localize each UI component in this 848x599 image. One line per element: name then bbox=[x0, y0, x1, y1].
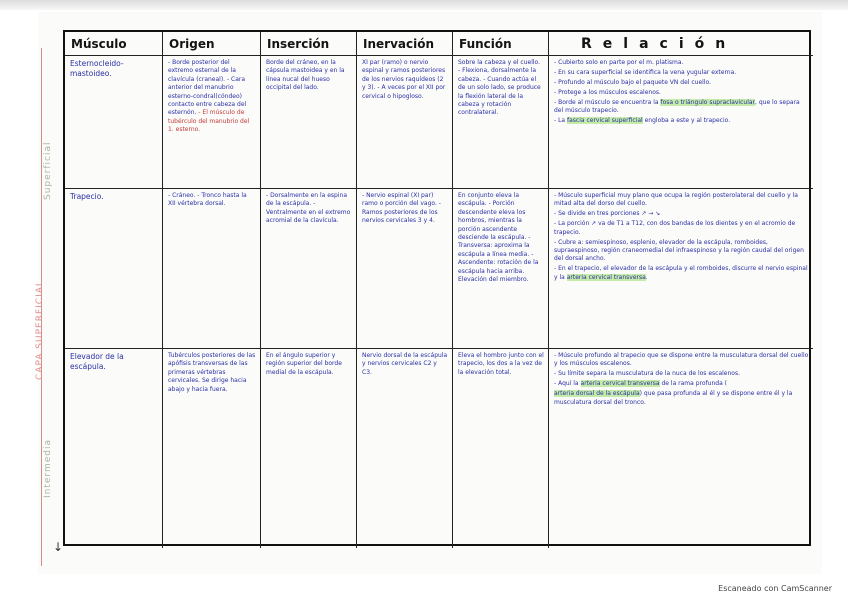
relacion-text: - En el trapecio, el elevador de la escápula y el romboides, discurre el nervio espinal y la bbox=[554, 265, 808, 281]
row1-muscle: Esternocleido-mastoideo. bbox=[65, 56, 163, 189]
relacion-highlight: arteria cervical transversa bbox=[580, 380, 660, 388]
relacion-line bbox=[554, 239, 809, 264]
relacion-text-after: ) que pasa profunda al él y se dispone entre él y la musculatura dorsal del tronco. bbox=[554, 390, 793, 406]
row1-origen-note: - El músculo de tubérculo del manubrio del 1. esterno. bbox=[168, 109, 250, 134]
relacion-line bbox=[554, 220, 809, 237]
row2-insercion: - Dorsalmente en la espina de la escápula. - Ventralmente en el extremo acromial de la clavícula. bbox=[261, 189, 357, 349]
relacion-text-after: . bbox=[645, 273, 648, 281]
relacion-text: - Cubierto solo en parte por el m. platisma. bbox=[554, 59, 684, 66]
header-relacion: Relación bbox=[549, 32, 813, 56]
muscle-table bbox=[63, 30, 811, 546]
relacion-highlight: arteria cervical transversa bbox=[566, 273, 646, 281]
relacion-text: - La bbox=[554, 116, 567, 124]
relacion-line bbox=[554, 99, 809, 116]
relacion-line bbox=[554, 79, 809, 87]
row3-funcion: Eleva el hombro junto con el trapecio, los dos a la vez de la elevación total. bbox=[453, 349, 549, 548]
row1-funcion: Sobre la cabeza y el cuello. - Flexiona, dorsalmente la cabeza. - Cuando actúa el de un solo lado, se produce la flexión lateral de la cabeza y rotación contralateral. bbox=[453, 56, 549, 189]
row3-origen: Tubérculos posteriores de las apófisis transversas de las primeras vértebras cervicales. Se dirige hacia abajo y hacia fuera. bbox=[163, 349, 261, 548]
relacion-highlight: fascia cervical superficial bbox=[567, 116, 643, 124]
relacion-line bbox=[554, 265, 809, 282]
header-inervacion: Inervación bbox=[357, 32, 453, 56]
row3-inervacion: Nervio dorsal de la escápula y nervios cervicales C2 y C3. bbox=[357, 349, 453, 548]
relacion-text: - Borde al músculo se encuentra la bbox=[554, 98, 661, 106]
relacion-text: - Cubre a: semiespinoso, esplenio, elevador de la escápula, romboides, supraespinoso, región craneomedial del infraespinoso y la región caudal del origen del dorsal ancho. bbox=[554, 238, 804, 263]
row1-insercion: Borde del cráneo, en la cápsula mastoidea y en la línea nucal del hueso occipital del lado. bbox=[261, 56, 357, 189]
relacion-text: - Protege a los músculos escalenos. bbox=[554, 88, 661, 96]
row2-relacion bbox=[549, 189, 813, 349]
relacion-text-after: de la rama profunda ( bbox=[659, 380, 727, 388]
relacion-text: - Profundo al músculo bajo el paquete VN del cuello. bbox=[554, 78, 711, 86]
side-label-intermedia: Intermedia bbox=[43, 439, 53, 498]
row2-inervacion: - Nervio espinal (XI par) ramo o porción del vago. - Ramos posteriores de los nervios cervicales 3 y 4. bbox=[357, 189, 453, 349]
relacion-text: - Se divide en tres porciones ↗ → ↘ bbox=[554, 210, 661, 218]
relacion-line bbox=[554, 352, 809, 369]
relacion-line bbox=[554, 390, 809, 407]
relacion-text: - La porción ↗ va de T1 a T12, con dos bandas de los dientes y en el acromio de trapecio. bbox=[554, 220, 796, 236]
scanner-watermark: Escaneado con CamScanner bbox=[718, 584, 832, 593]
row3-relacion bbox=[549, 349, 813, 548]
scan-top-edge bbox=[0, 0, 848, 10]
side-label-capa: CAPA SUPERFICIAL bbox=[35, 280, 45, 380]
row2-muscle: Trapecio. bbox=[65, 189, 163, 349]
relacion-line bbox=[554, 117, 809, 125]
relacion-text: - Su límite separa la musculatura de la nuca de los escalenos. bbox=[554, 370, 740, 378]
row3-insercion: En el ángulo superior y región superior del borde medial de la escápula. bbox=[261, 349, 357, 548]
row3-muscle: Elevador de la escápula. bbox=[65, 349, 163, 548]
row1-inervacion: XI par (ramo) o nervio espinal y ramos posteriores de los nervios raquídeos (2 y 3). - A veces por el XII por cervical o hipogloso. bbox=[357, 56, 453, 189]
relacion-line bbox=[554, 370, 809, 378]
row2-origen: - Cráneo. - Tronco hasta la XII vértebra dorsal. bbox=[163, 189, 261, 349]
relacion-highlight: arteria dorsal de la escápula bbox=[554, 390, 640, 398]
relacion-text-after: engloba a este y al trapecio. bbox=[642, 116, 731, 124]
relacion-line bbox=[554, 89, 809, 97]
side-label-superficial: Superficial bbox=[43, 141, 53, 200]
relacion-line bbox=[554, 59, 809, 67]
relacion-line bbox=[554, 380, 809, 388]
margin-arrow: ↓ bbox=[53, 540, 64, 554]
relacion-line bbox=[554, 192, 809, 209]
row1-origen bbox=[163, 56, 261, 189]
relacion-text: - Músculo profundo al trapecio que se dispone entre la musculatura dorsal del cuello y los músculos escalenos. bbox=[554, 352, 809, 368]
header-funcion: Función bbox=[453, 32, 549, 56]
relacion-text: - En su cara superficial se identifica la vena yugular externa. bbox=[554, 68, 737, 76]
header-musculo: Músculo bbox=[65, 32, 163, 56]
row1-origen-text: - Borde posterior del extremo esternal de la clavícula (craneal). - Cara anterior del manubrio esterno-condral(cóndeo) contacto entre cabeza del esternón. bbox=[168, 59, 247, 117]
relacion-text: - Músculo superficial muy plano que ocupa la región posterolateral del cuello y la mitad alta del dorso del cuello. bbox=[554, 192, 798, 208]
relacion-text-after: , que lo separa del músculo trapecio. bbox=[554, 98, 800, 115]
relacion-highlight: fosa o triángulo supraclavicular bbox=[660, 98, 756, 106]
relacion-line bbox=[554, 69, 809, 77]
relacion-line bbox=[554, 210, 809, 218]
row2-funcion: En conjunto eleva la escápula. - Porción descendente eleva los hombros, mientras la porción ascendente desciende la escápula. - Transversa: aproxima la escápula a línea media. - Ascendente: rotación de la escápula hacia arriba. Elevación del miembro. bbox=[453, 189, 549, 349]
header-insercion: Inserción bbox=[261, 32, 357, 56]
header-origen: Origen bbox=[163, 32, 261, 56]
row1-relacion bbox=[549, 56, 813, 189]
relacion-text: - Aquí la bbox=[554, 380, 581, 388]
